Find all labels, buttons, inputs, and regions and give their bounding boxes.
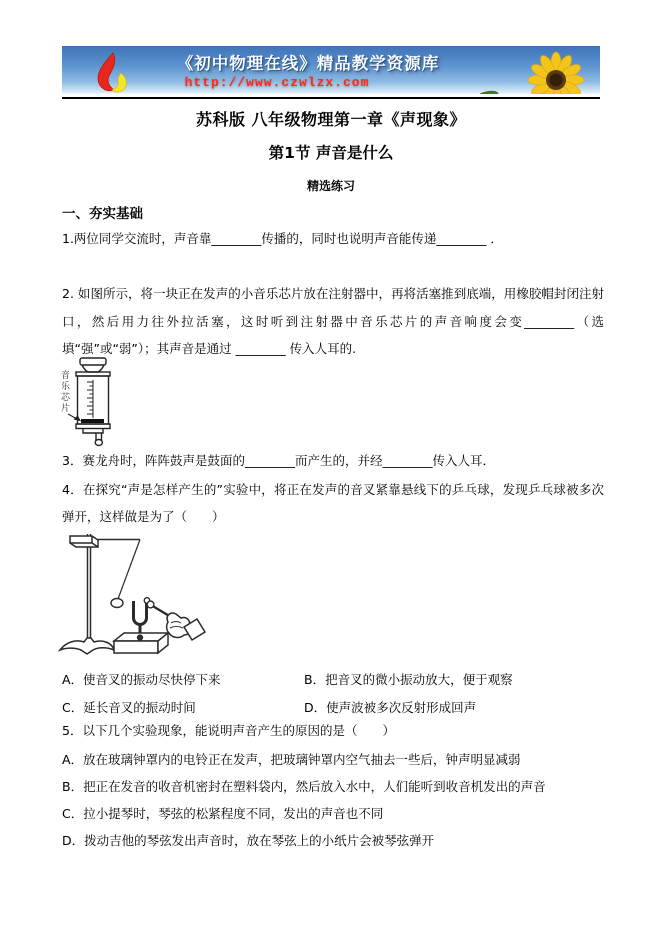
banner-site-title: 《初中物理在线》精品教学资源库	[176, 54, 440, 73]
q5-option-b: B．把正在发音的收音机密封在塑料袋内，然后放入水中，人们能听到收音机发出的声音	[62, 779, 546, 794]
banner-site-url[interactable]: http://www.czwlzx.com	[184, 75, 370, 90]
question-4-options	[62, 670, 604, 726]
q4-option-a: A．使音叉的振动尽快停下来	[62, 672, 221, 687]
q5-option-a: A．放在玻璃钟罩内的电铃正在发声，把玻璃钟罩内空气抽去一些后，钟声明显减弱	[62, 752, 521, 767]
ping-pong-ball	[111, 599, 123, 608]
question-5: 5．以下几个实验现象，能说明声音产生的原因的是（ ）	[62, 723, 395, 738]
q4-option-b: B．把音叉的微小振动放大，便于观察	[304, 672, 513, 687]
sunflower-image	[464, 46, 594, 94]
resonance-box	[114, 633, 168, 653]
header-banner	[62, 46, 600, 94]
question-3: 3．赛龙舟时，阵阵鼓声是鼓面的________而产生的，并经________传入人耳．	[62, 453, 495, 468]
string-line	[118, 540, 140, 600]
tuning-fork-figure	[56, 526, 238, 662]
q5-option-d: D．拨动吉他的琴弦发出声音时，放在琴弦上的小纸片会被琴弦弹开	[62, 833, 435, 848]
doc-title: 苏科版 八年级物理第一章《声现象》	[195, 110, 467, 129]
syringe-icon	[56, 356, 168, 450]
section-heading: 一、夯实基础	[62, 206, 143, 222]
q5-option-c: C．拉小提琴时，琴弦的松紧程度不同，发出的声音也不同	[62, 806, 384, 821]
header-divider	[62, 97, 600, 99]
music-chip-label: 音乐芯片	[59, 370, 69, 414]
hand-icon	[167, 613, 205, 640]
sunflower-head	[528, 52, 584, 94]
question-2: 2. 如图所示，将一块正在发声的小音乐芯片放在注射器中，再将活塞推到底端，用橡胶帽封闭注射口，然后用力往外拉活塞，这时听到注射器中音乐芯片的声音响度会变________（选填“强”或“弱”）；其声音是通过 ________ 传入人耳的.	[62, 286, 604, 356]
q4-option-d: D．使声波被多次反射形成回声	[304, 700, 477, 715]
q4-option-c: C．延长音叉的振动时间	[62, 700, 196, 715]
question-4: 4．在探究“声是怎样产生的”实验中，将正在发声的音叉紧靠悬线下的乒乓球，发现乒乓球被多次弹开，这样做是为了（ ）	[62, 482, 604, 524]
tuning-fork-experiment-icon	[56, 526, 238, 662]
doc-subtitle: 第1节 声音是什么	[268, 144, 394, 162]
banner-text-block	[108, 50, 508, 90]
doc-subheading: 精选练习	[306, 179, 355, 193]
question-1: 1.两位同学交流时，声音靠________传播的，同时也说明声音能传递________ ．	[62, 231, 503, 246]
music-chip	[81, 419, 104, 423]
syringe-figure	[56, 356, 168, 450]
